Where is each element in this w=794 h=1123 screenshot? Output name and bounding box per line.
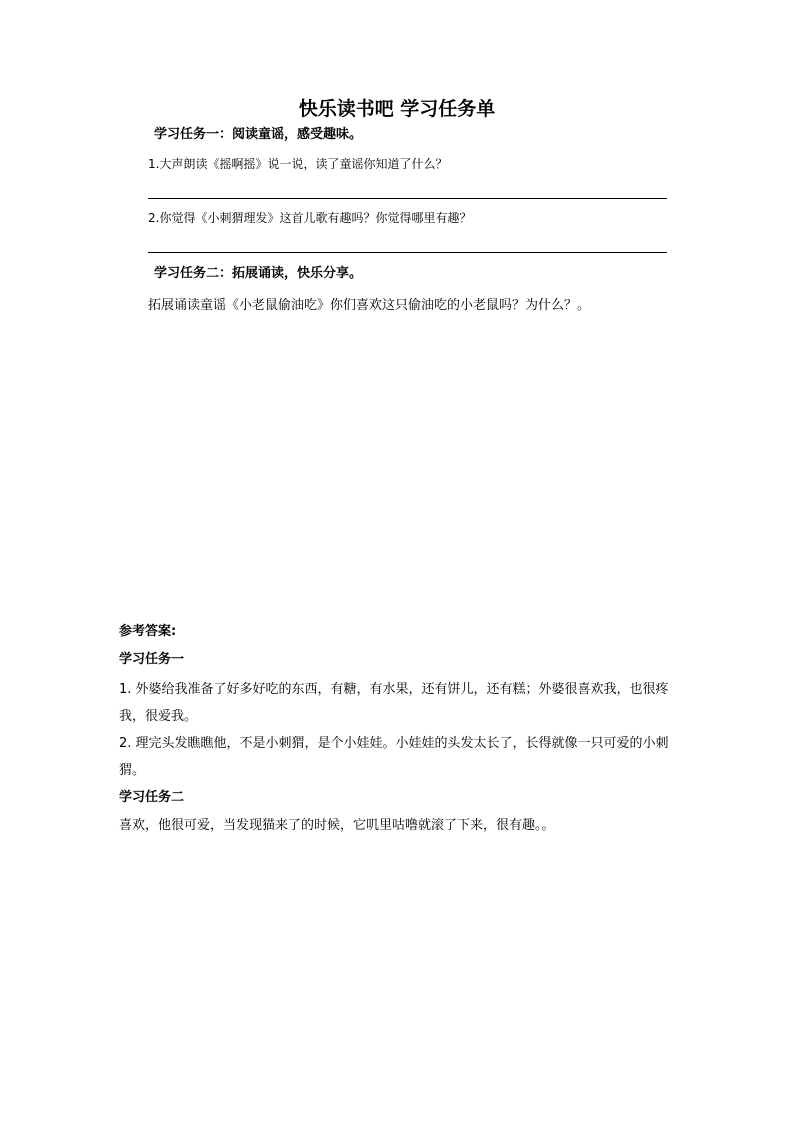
- answer-line-1[interactable]: [148, 198, 667, 199]
- reference-heading: 参考答案:: [119, 624, 177, 639]
- answer-task2-heading: 学习任务二: [119, 790, 185, 805]
- answer-item-3: 喜欢，他很可爱，当发现猫来了的时候，它叽里咕噜就滚了下来，很有趣。。: [119, 818, 555, 833]
- task1-heading: 学习任务一：阅读童谣，感受趣味。: [154, 127, 363, 142]
- answer-line-2[interactable]: [148, 252, 667, 253]
- reference-answers: [119, 622, 679, 839]
- task1-question-1: 1.大声朗读《摇啊摇》说一说，读了童谣你知道了什么？: [148, 157, 448, 171]
- task2-prompt: 拓展诵读童谣《小老鼠偷油吃》你们喜欢这只偷油吃的小老鼠吗？为什么？。: [148, 298, 591, 313]
- answer-item-2: 2. 理完头发瞧瞧他，不是小刺猬，是个小娃娃。小娃娃的头发太长了，长得就像一只可爱的小刺猬。: [119, 736, 669, 778]
- answer-task1-heading: 学习任务一: [119, 652, 185, 667]
- task1-question-2: 2.你觉得《小刺猬理发》这首儿歌有趣吗？你觉得哪里有趣？: [148, 211, 472, 225]
- answer-item-1: 1. 外婆给我准备了好多好吃的东西，有糖，有水果，还有饼儿，还有糕；外婆很喜欢我，也很疼我，很爱我。: [119, 682, 669, 724]
- page-title: 快乐读书吧 学习任务单: [298, 98, 496, 120]
- task2-heading: 学习任务二：拓展诵读，快乐分享。: [154, 266, 363, 281]
